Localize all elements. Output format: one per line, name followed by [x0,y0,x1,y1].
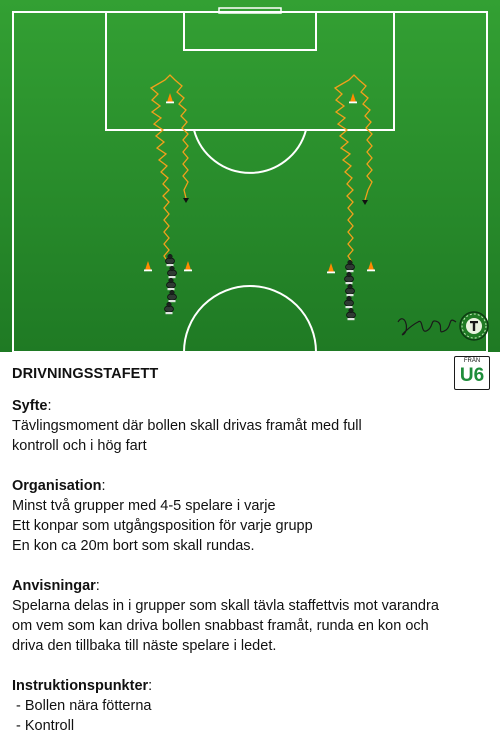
section-line: om vem som kan driva bollen snabbast framåt, runda en kon och [12,618,429,634]
drill-description [12,396,492,756]
section-line: En kon ca 20m bort som skall rundas. [12,538,255,554]
club-logo-icon [460,312,488,340]
section-anvisningar [12,576,492,656]
section-line: Spelarna delas in i grupper som skall tävla staffettvis mot varandra [12,598,439,614]
age-badge-value: U6 [459,365,485,386]
section-line: Tävlingsmoment där bollen skall drivas framåt med full [12,418,362,434]
pitch-grass [0,0,500,352]
section-header: Instruktionspunkter [12,678,149,694]
section-line: Ett konpar som utgångsposition för varje grupp [12,518,313,534]
section-line: driva den tillbaka till näste spelare i ledet. [12,638,277,654]
age-badge-label: FRÅN [463,358,481,364]
section-line: - Bollen nära fötterna [12,698,152,714]
section-syfte [12,396,492,456]
age-badge [454,356,490,390]
drill-title: DRIVNINGSSTAFETT [12,366,159,382]
section-line: - Kontroll [12,718,75,734]
header-colon: : [148,678,153,694]
section-line: Minst två grupper med 4-5 spelare i varje [12,498,276,514]
header-colon: : [95,578,100,594]
section-instruktionspunkter [12,676,492,736]
header-colon: : [101,478,106,494]
football-pitch-diagram [0,0,500,352]
section-line: kontroll och i hög fart [12,438,147,454]
section-organisation [12,476,492,556]
section-header: Anvisningar [12,578,96,594]
section-header: Syfte [12,398,48,414]
section-header: Organisation [12,478,102,494]
header-colon: : [47,398,52,414]
